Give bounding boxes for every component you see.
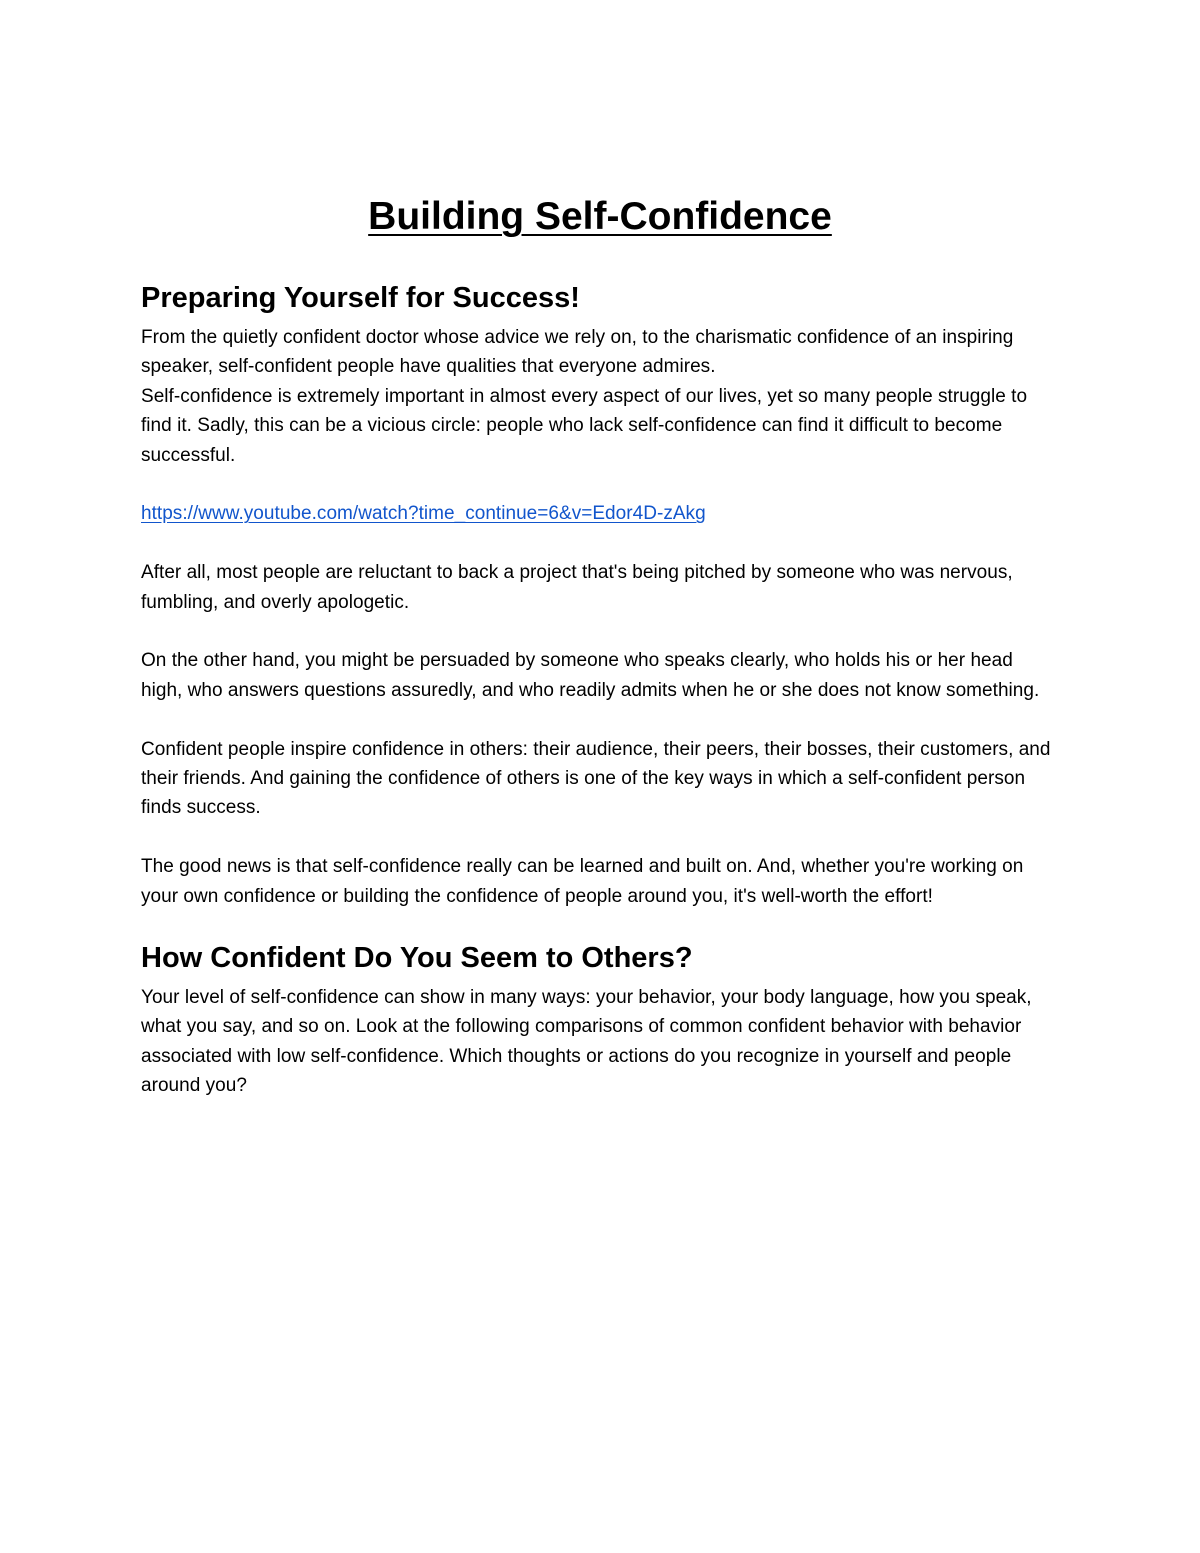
paragraph-importance: Self-confidence is extremely important in almost every aspect of our lives, yet so many people struggle to find it. Sadly, this can be a vicious circle: people who lack self-confidence can find it difficult to become successful. xyxy=(141,385,1028,466)
youtube-video-link[interactable]: https://www.youtube.com/watch?time_continue=6&v=Edor4D-zAkg xyxy=(141,503,706,525)
paragraph-inspire: Confident people inspire confidence in others: their audience, their peers, their bosses, their customers, and their friends. And gaining the confidence of others is one of the key ways in which a self-confident person finds success. xyxy=(141,738,1051,819)
section-heading-preparing: Preparing Yourself for Success! xyxy=(141,282,580,314)
paragraph-reluctant: After all, most people are reluctant to back a project that's being pitched by someone who was nervous, fumbling, and overly apologetic. xyxy=(141,562,1013,613)
paragraph-good-news: The good news is that self-confidence really can be learned and built on. And, whether you're working on your own confidence or building the confidence of people around you, it's well-worth the effort! xyxy=(141,856,1024,907)
document-title: Building Self-Confidence xyxy=(368,195,832,238)
section-heading-how-confident: How Confident Do You Seem to Others? xyxy=(141,942,693,975)
paragraph-persuaded: On the other hand, you might be persuaded by someone who speaks clearly, who holds his or her head high, who answers questions assuredly, and who readily admits when he or she does not know something. xyxy=(141,650,1040,701)
paragraph-self-confidence-shows: Your level of self-confidence can show in many ways: your behavior, your body language, how you speak, what you say, and so on. Look at the following comparisons of common confident behavior with behavior associated with low self-confidence. Which thoughts or actions do you recognize in yourself and people around you? xyxy=(141,987,1032,1097)
video-link-line xyxy=(141,499,1059,528)
paragraph-intro: From the quietly confident doctor whose advice we rely on, to the charismatic confidence of an inspiring speaker, self-confident people have qualities that everyone admires. xyxy=(141,327,1014,378)
